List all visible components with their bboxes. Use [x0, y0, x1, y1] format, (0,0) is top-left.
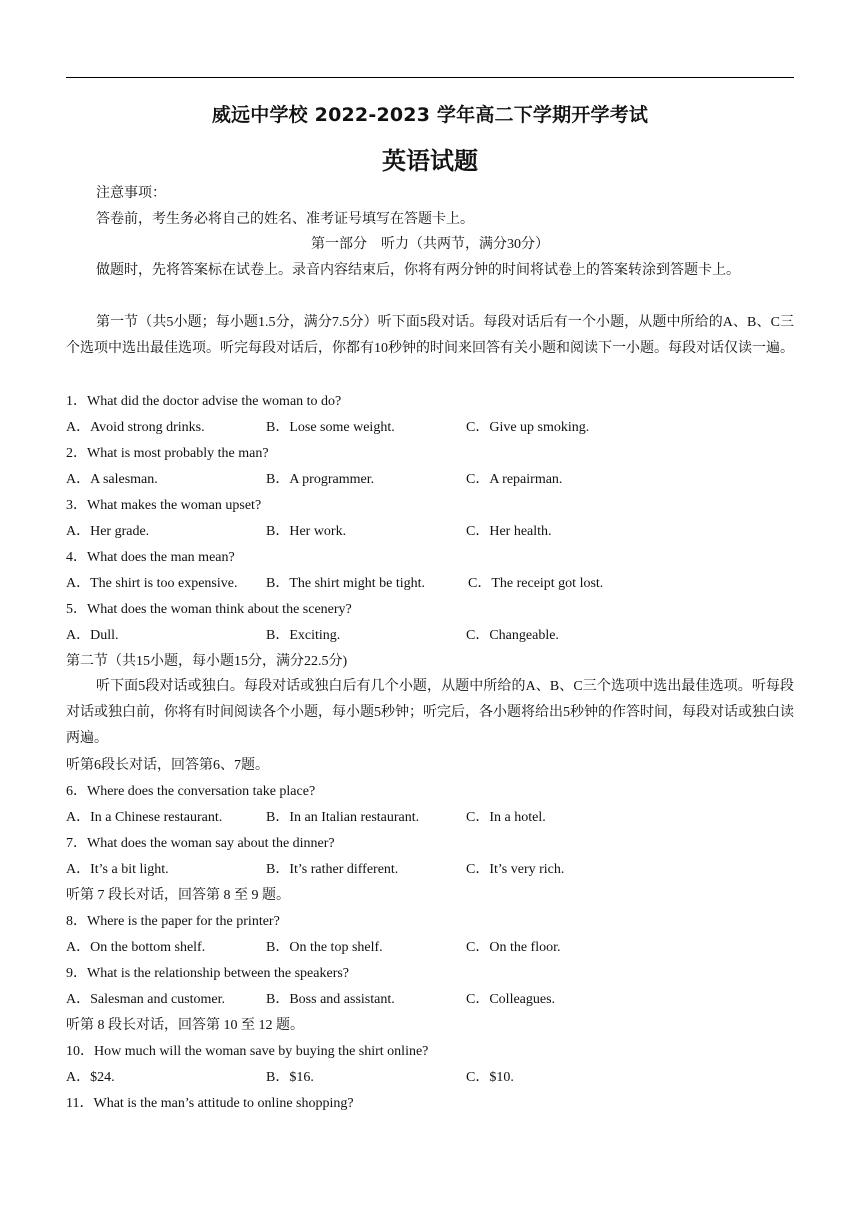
option-c: C．It’s very rich.	[466, 862, 565, 877]
option-a: A．Dull.	[66, 628, 119, 643]
question-stem: 7．What does the woman say about the dinner?	[66, 836, 335, 851]
option-a: A．Avoid strong drinks.	[66, 420, 205, 435]
option-b: B．A programmer.	[266, 472, 375, 487]
option-a: A．On the bottom shelf.	[66, 940, 206, 955]
option-b: B．It’s rather different.	[266, 862, 399, 877]
question-stem: 4．What does the man mean?	[66, 550, 235, 565]
option-b: B．Lose some weight.	[266, 420, 395, 435]
option-a: A．Her grade.	[66, 524, 150, 539]
option-a: A．The shirt is too expensive.	[66, 576, 238, 591]
question-stem: 10．How much will the woman save by buying the shirt online?	[66, 1044, 429, 1059]
option-b: B．Exciting.	[266, 628, 341, 643]
option-a: A．In a Chinese restaurant.	[66, 810, 223, 825]
option-c: C．A repairman.	[466, 472, 563, 487]
option-b: B．$16.	[266, 1070, 314, 1085]
option-c: C．Changeable.	[466, 628, 559, 643]
part1-instruction: 做题时，先将答案标在试卷上。录音内容结束后，你将有两分钟的时间将试卷上的答案转涂到答题卡上。	[96, 263, 740, 278]
question-stem: 3．What makes the woman upset?	[66, 498, 262, 513]
section2-instruction: 听下面5段对话或独白。每段对话或独白后有几个小题，从题中所给的A、B、C三个选项中选出最佳选项。听每段对话或独白前，你将有时间阅读各个小题，每小题5秒钟；听完后，各小题将给出5秒钟的作答时间，每段对话或独白读两遍。	[66, 679, 794, 746]
option-b: B．In an Italian restaurant.	[266, 810, 420, 825]
option-a: A．Salesman and customer.	[66, 992, 226, 1007]
part1-heading: 第一部分 听力（共两节，满分30分）	[311, 237, 549, 252]
option-a: A．It’s a bit light.	[66, 862, 169, 877]
option-b: B．Her work.	[266, 524, 347, 539]
question-stem: 8．Where is the paper for the printer?	[66, 914, 280, 929]
question-stem: 9．What is the relationship between the speakers?	[66, 966, 350, 981]
option-a: A．A salesman.	[66, 472, 158, 487]
group-heading: 听第 7 段长对话，回答第 8 至 9 题。	[66, 888, 290, 903]
option-b: B．On the top shelf.	[266, 940, 383, 955]
option-b: B．The shirt might be tight.	[266, 576, 426, 591]
question-stem: 6．Where does the conversation take place?	[66, 784, 316, 799]
option-c: C．$10.	[466, 1070, 514, 1085]
option-c: C．In a hotel.	[466, 810, 546, 825]
question-stem: 5．What does the woman think about the scenery?	[66, 602, 352, 617]
notice-text: 答卷前，考生务必将自己的姓名、准考证号填写在答题卡上。	[96, 212, 474, 227]
option-c: C．On the floor.	[466, 940, 561, 955]
option-b: B．Boss and assistant.	[266, 992, 395, 1007]
question-stem: 2．What is most probably the man?	[66, 446, 269, 461]
subject-title: 英语试题	[382, 147, 478, 175]
question-stem: 1．What did the doctor advise the woman to do?	[66, 394, 342, 409]
exam-title: 威远中学校 2022-2023 学年高二下学期开学考试	[211, 104, 649, 126]
option-a: A．$24.	[66, 1070, 115, 1085]
section2-heading: 第二节（共15小题，每小题15分，满分22.5分)	[66, 654, 348, 669]
header-rule	[66, 77, 794, 78]
question-stem: 11．What is the man’s attitude to online shopping?	[66, 1096, 354, 1111]
option-c: C．The receipt got lost.	[468, 576, 604, 591]
option-c: C．Give up smoking.	[466, 420, 590, 435]
notice-heading: 注意事项：	[96, 186, 166, 201]
group-heading: 听第 8 段长对话，回答第 10 至 12 题。	[66, 1018, 304, 1033]
option-c: C．Her health.	[466, 524, 552, 539]
option-c: C．Colleagues.	[466, 992, 556, 1007]
section1-instruction: 第一节（共5小题；每小题1.5分，满分7.5分）听下面5段对话。每段对话后有一个小题，从题中所给的A、B、C三个选项中选出最佳选项。听完每段对话后，你都有10秒钟的时间来回答有关小题和阅读下一小题。每段对话仅读一遍。	[66, 315, 794, 356]
group-heading: 听第6段长对话，回答第6、7题。	[66, 758, 269, 773]
